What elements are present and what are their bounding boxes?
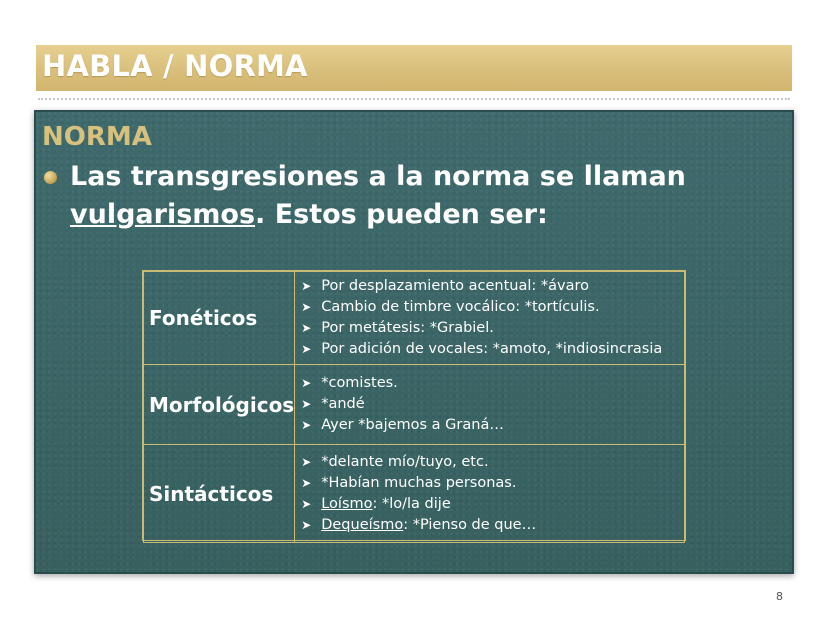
- list-item: [301, 452, 678, 473]
- item-text: *Habían muchas personas.: [321, 474, 517, 491]
- item-text: *comistes.: [321, 375, 398, 391]
- page-number: 8: [776, 590, 783, 603]
- category-cell: Sintácticos: [144, 445, 295, 543]
- item-text: *delante mío/tuyo, etc.: [321, 453, 489, 470]
- section-title: NORMA: [42, 122, 152, 152]
- dotted-divider: [38, 98, 790, 100]
- arrow-icon: ➤: [301, 397, 312, 411]
- list-item: [301, 297, 678, 318]
- list-item: [301, 339, 678, 360]
- items-cell: [295, 365, 685, 445]
- table-row-sintacticos: [144, 445, 685, 543]
- list-item: [301, 318, 678, 339]
- item-text: Cambio de timbre vocálico: *tortículis.: [321, 299, 600, 315]
- arrow-icon: ➤: [301, 475, 312, 490]
- list-item: [301, 515, 678, 536]
- arrow-icon: ➤: [301, 300, 312, 314]
- arrow-icon: ➤: [301, 321, 312, 335]
- arrow-icon: ➤: [301, 454, 312, 469]
- bullet-text-part1: Las transgresiones a la norma se llaman: [70, 161, 686, 192]
- category-cell: Morfológicos: [144, 365, 295, 445]
- arrow-icon: ➤: [301, 376, 312, 390]
- category-cell: Fonéticos: [144, 272, 295, 365]
- table-row-foneticos: [144, 272, 685, 365]
- arrow-icon: ➤: [301, 342, 312, 356]
- bullet-underlined-term: vulgarismos: [70, 199, 256, 230]
- bullet-dot-icon: [44, 171, 57, 184]
- item-text: *andé: [321, 396, 365, 412]
- bullet-text-part2: . Estos pueden ser:: [255, 199, 548, 230]
- arrow-icon: ➤: [301, 496, 312, 511]
- items-cell: [295, 272, 685, 365]
- vulgarisms-table: [142, 270, 686, 541]
- slide-title: HABLA / NORMA: [42, 49, 308, 83]
- list-item: [301, 473, 678, 494]
- item-text: Por adición de vocales: *amoto, *indiosincrasia: [321, 341, 663, 357]
- list-item: [301, 373, 678, 394]
- arrow-icon: ➤: [301, 517, 312, 532]
- item-text: : *Pienso de que…: [403, 516, 537, 533]
- list-item: [301, 394, 678, 415]
- arrow-icon: ➤: [301, 418, 312, 432]
- arrow-icon: ➤: [301, 279, 312, 293]
- table-row-morfologicos: [144, 365, 685, 445]
- item-text: Por desplazamiento acentual: *ávaro: [321, 278, 589, 294]
- items-cell: [295, 445, 685, 543]
- title-bar: [36, 45, 792, 91]
- item-term: Loísmo: [321, 495, 373, 512]
- bullet-text: [70, 158, 710, 234]
- list-item: [301, 494, 678, 515]
- item-text: Ayer *bajemos a Graná…: [321, 417, 504, 433]
- list-item: [301, 276, 678, 297]
- item-text: : *lo/la dije: [372, 495, 451, 512]
- list-item: [301, 415, 678, 436]
- item-term: Dequeísmo: [321, 516, 404, 533]
- item-text: Por metátesis: *Grabiel.: [321, 320, 494, 336]
